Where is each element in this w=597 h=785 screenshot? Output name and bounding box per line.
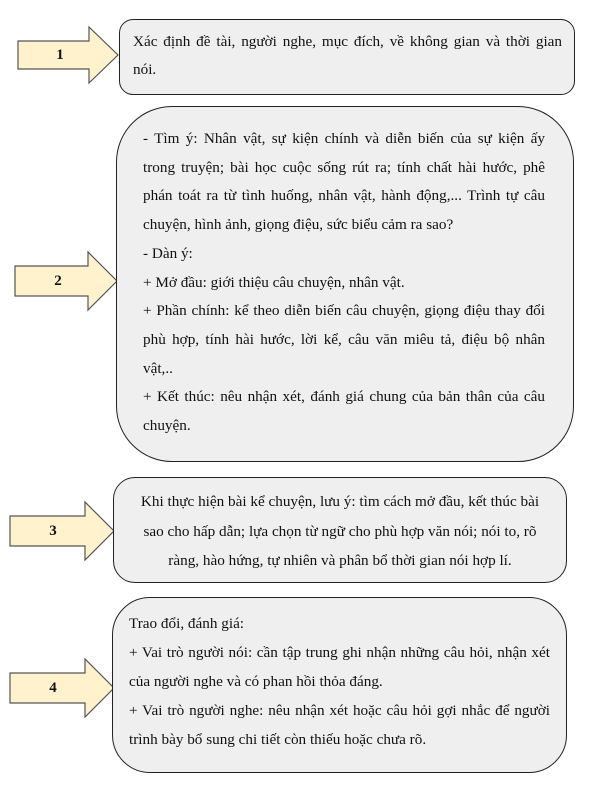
step-2-line-4: + Phần chính: kể theo diễn biến câu chuyện, giọng điệu thay đổi phù hợp, tính hài hước, lời kể, câu văn miêu tả, điệu bộ nhân vật,.. [143, 302, 545, 377]
step-1-box [119, 19, 575, 95]
step-2-line-2: - Dàn ý: [143, 244, 193, 262]
step-2-number: 2 [54, 273, 62, 289]
step-4-line-2: + Vai trò người nói: cần tập trung ghi nhận những câu hỏi, nhận xét của người nghe và có phan hồi thỏa đáng. [129, 644, 550, 690]
step-3-number: 3 [49, 523, 57, 539]
step-1-text: Xác định đề tài, người nghe, mục đích, về không gian và thời gian nói. [133, 33, 562, 78]
step-3-box [113, 477, 567, 583]
step-4-line-1: Trao đổi, đánh giá: [129, 615, 245, 632]
step-2-line-1: - Tìm ý: Nhân vật, sự kiện chính và diễn biến của sự kiện ấy trong truyện; bài học cuộc sống rút ra; tính chất hài hước, phê phán toát ra từ tình huống, nhân vật, hành động,... Trình tự câu chuyện, hình ảnh, giọng điệu, sức biểu cảm ra sao? [143, 130, 545, 234]
step-4-box [112, 597, 567, 773]
step-1-number: 1 [56, 47, 64, 63]
step-2-line-3: + Mở đầu: giới thiệu câu chuyện, nhân vật. [143, 273, 405, 291]
step-2-box [116, 106, 574, 462]
step-4-number: 4 [49, 680, 57, 696]
step-4-line-3: + Vai trò người nghe: nêu nhận xét hoặc câu hỏi gợi nhắc để người trình bày bổ sung chi tiết còn thiếu hoặc chưa rõ. [129, 702, 550, 748]
step-3-text: Khi thực hiện bài kể chuyện, lưu ý: tìm cách mở đầu, kết thúc bài sao cho hấp dẫn; lựa chọn từ ngữ cho phù hợp văn nói; nói to, rõ ràng, hào hứng, tự nhiên và phân bổ thời gian nói hợp lí. [140, 493, 540, 569]
step-2-line-5: + Kết thúc: nêu nhận xét, đánh giá chung của bản thân của câu chuyện. [143, 388, 545, 435]
